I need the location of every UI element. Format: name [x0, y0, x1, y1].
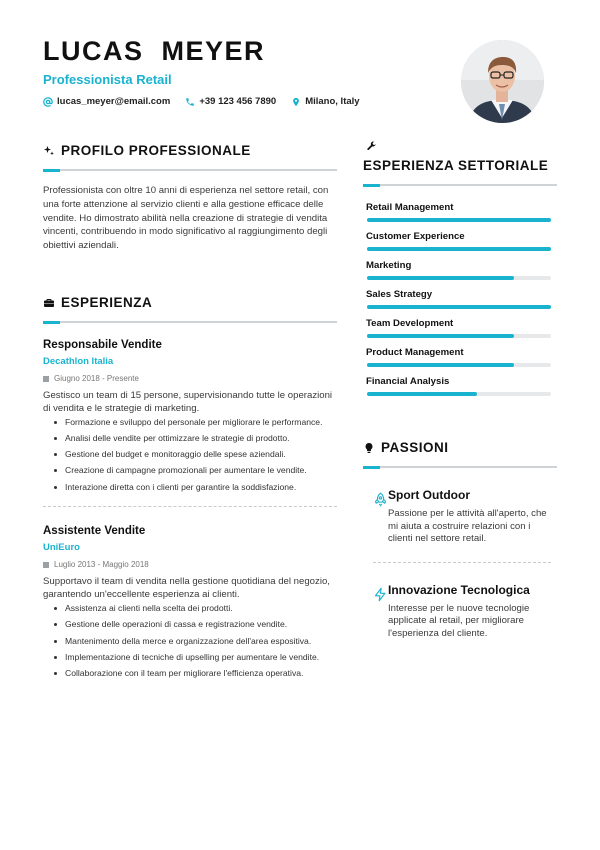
passion-item: [373, 488, 557, 546]
contact-info: [43, 96, 443, 107]
job-title: Assistente Vendite: [43, 525, 146, 538]
skill-name: Sales Strategy: [366, 289, 433, 300]
phone-icon: [185, 97, 195, 107]
list-item: Collaborazione con il team per migliorare l'efficienza operativa.: [65, 668, 337, 679]
list-item: Formazione e sviluppo del personale per migliorare le performance.: [65, 417, 337, 428]
job-description: Supportavo il team di vendita nella gestione quotidiana del negozio, garantendo un'eccellente esperienza ai clienti.: [43, 576, 330, 600]
sparkle-icon: [43, 145, 55, 157]
skill-name: Retail Management: [366, 202, 454, 213]
email-text: lucas_meyer@email.com: [57, 96, 171, 107]
list-item: Analisi delle vendite per ottimizzare le strategie di prodotto.: [65, 433, 337, 444]
profile-summary: Professionista con oltre 10 anni di esperienza nel settore retail, con una forte attenzione al servizio clienti e alla gestione efficace delle vendite. Ho dimostrato abilità nella creazione di strategie di vendita vincenti, contribuendo in modo significativo al raggiungimento degli obiettivi aziendali.: [43, 185, 329, 252]
job-company: Decathlon Italia: [43, 356, 114, 367]
skill-level-bar: [367, 334, 551, 338]
job-title: Responsabile Vendite: [43, 339, 162, 351]
skill-item: [363, 202, 557, 222]
profile-photo: [461, 40, 544, 123]
skill-level-fill: [367, 247, 551, 251]
passion-title: Sport Outdoor: [388, 488, 470, 502]
skill-level-bar: [367, 247, 551, 251]
skill-level-bar: [367, 305, 551, 309]
skill-item: [363, 347, 557, 367]
job-dates: [43, 560, 337, 569]
job-dates-text: Luglio 2013 - Maggio 2018: [54, 560, 149, 570]
profile-section: [43, 143, 337, 253]
briefcase-icon: [43, 297, 55, 309]
list-item: Mantenimento della merce e organizzazione dell'area espositiva.: [65, 636, 337, 647]
skill-item: [363, 260, 557, 280]
skills-section: [363, 141, 557, 405]
passion-item: [373, 583, 557, 641]
contact-location: [291, 96, 359, 107]
skill-level-fill: [367, 276, 514, 280]
at-sign-icon: [43, 97, 53, 107]
passion-title: Innovazione Tecnologica: [388, 582, 530, 597]
location-text: Milano, Italy: [305, 96, 360, 107]
list-item: Implementazione di tecniche di upselling per aumentare le vendite.: [65, 652, 337, 663]
skill-level-fill: [367, 334, 514, 338]
skill-item: [363, 318, 557, 338]
skill-name: Financial Analysis: [366, 376, 450, 387]
job-entry: [43, 339, 337, 492]
section-divider: [43, 169, 337, 171]
skill-item: [363, 289, 557, 309]
skills-heading: [363, 158, 557, 173]
passions-title: PASSIONI: [381, 440, 449, 455]
skill-item: [363, 231, 557, 251]
experience-title: ESPERIENZA: [61, 295, 153, 310]
list-item: Gestione del budget e monitoraggio delle spese aziendali.: [65, 449, 337, 460]
job-description: Gestisco un team di 15 persone, supervisionando tutte le operazioni di vendita e le strategie di marketing.: [43, 390, 333, 414]
map-pin-icon: [291, 97, 301, 107]
skill-name: Product Management: [366, 347, 464, 358]
calendar-icon: [43, 376, 49, 382]
skill-level-fill: [367, 363, 514, 367]
passion-description: Passione per le attività all'aperto, che mi aiuta a costruire relazioni con i clienti nel settore retail.: [388, 508, 547, 545]
skill-level-bar: [367, 392, 551, 396]
contact-phone[interactable]: [185, 96, 276, 107]
skill-level-bar: [367, 363, 551, 367]
experience-heading: [43, 295, 337, 310]
job-dates-text: Giugno 2018 - Presente: [54, 374, 139, 383]
list-item: Assistenza ai clienti nella scelta dei prodotti.: [65, 603, 337, 614]
lightbulb-icon: [363, 442, 375, 454]
lightning-icon: [373, 587, 388, 602]
profile-title: PROFILO PROFESSIONALE: [61, 143, 251, 158]
list-item: Gestione delle operazioni di cassa e registrazione vendite.: [65, 619, 337, 630]
person-name: LUCAS MEYER: [43, 36, 266, 66]
skill-level-bar: [367, 276, 551, 280]
skill-item: [363, 376, 557, 396]
person-role: Professionista Retail: [43, 72, 172, 87]
skill-name: Marketing: [366, 260, 412, 271]
calendar-icon: [43, 562, 49, 568]
skill-name: Customer Experience: [366, 231, 465, 242]
skill-level-fill: [367, 305, 551, 309]
section-divider: [43, 321, 337, 323]
skill-level-bar: [367, 218, 551, 222]
passions-heading: [363, 440, 557, 455]
section-divider: [363, 184, 557, 186]
profile-heading: [43, 143, 337, 158]
job-bullets: [43, 417, 337, 492]
passion-separator: [373, 562, 551, 563]
wrench-icon: [366, 141, 377, 152]
list-item: Creazione di campagne promozionali per aumentare le vendite.: [65, 465, 337, 476]
skill-level-fill: [367, 218, 551, 222]
list-item: Interazione diretta con i clienti per garantire la soddisfazione.: [65, 482, 337, 493]
job-entry: [43, 525, 337, 678]
job-bullets: [43, 603, 337, 678]
job-company: UniEuro: [43, 542, 80, 554]
resume-header: [43, 36, 443, 107]
passions-section: [363, 440, 557, 641]
contact-email[interactable]: [43, 96, 170, 107]
job-dates: [43, 374, 337, 383]
job-separator: [43, 506, 337, 507]
section-divider: [363, 466, 557, 468]
phone-text: +39 123 456 7890: [199, 96, 277, 107]
skill-name: Team Development: [366, 318, 454, 329]
rocket-icon: [373, 492, 388, 507]
experience-section: [43, 295, 337, 684]
passion-description: Interesse per le nuove tecnologie applicate al retail, per migliorare l'esperienza del cliente.: [388, 602, 530, 639]
skill-level-fill: [367, 392, 477, 396]
skills-title: ESPERIENZA SETTORIALE: [363, 158, 549, 173]
skills-list: [363, 202, 557, 396]
